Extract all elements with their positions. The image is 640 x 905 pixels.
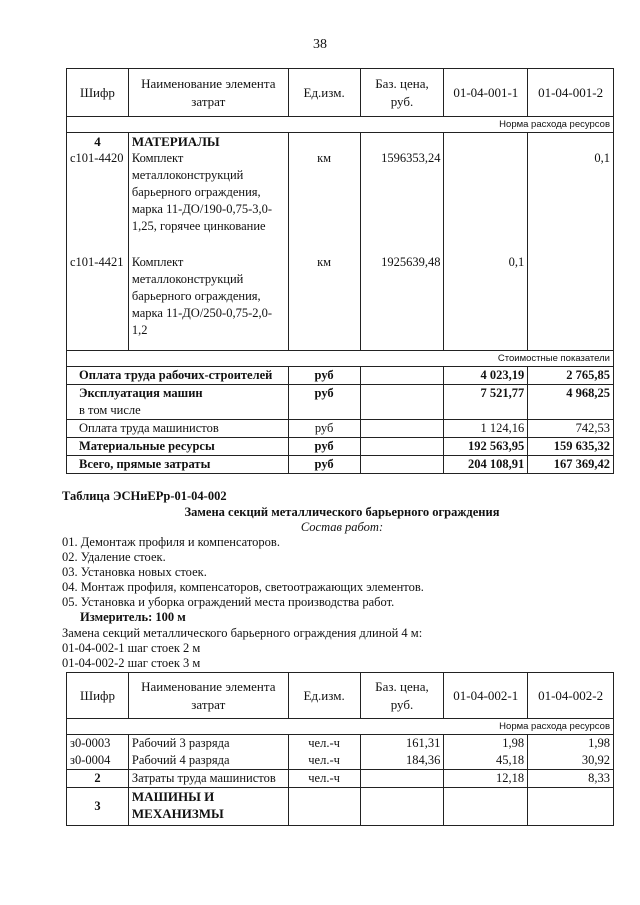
row-v2: 0,1 (528, 150, 614, 254)
row-unit: чел.-ч (288, 752, 360, 770)
row-name: Комплект металлоконструкций барьерного ограждения, марка 11-ДО/190-0,75-3,0-1,25, горячее цинкование (128, 150, 288, 254)
row-name: Комплект металлоконструкций барьерного ограждения, марка 11-ДО/250-0,75-2,0-1,2 (128, 254, 288, 350)
works-title: Состав работ: (300, 520, 384, 534)
row-name: Рабочий 4 разряда (128, 752, 288, 770)
norm-label: Норма расхода ресурсов (67, 117, 614, 133)
row-unit: чел.-ч (288, 770, 360, 788)
cost-v1: 204 108,91 (444, 455, 528, 473)
row-code: с101-4421 (67, 254, 129, 350)
row-v1 (444, 150, 528, 254)
table-row (67, 254, 614, 350)
cost-name: Материальные ресурсы (67, 437, 289, 455)
header-code: Шифр (67, 69, 129, 117)
table-row (67, 150, 614, 254)
row-unit: км (288, 254, 360, 350)
cost-name: Эксплуатация машин (67, 384, 289, 402)
header-col1: 01-04-001-1 (444, 69, 528, 117)
cost-row (67, 437, 614, 455)
header-price: Баз. цена, руб. (360, 69, 444, 117)
row-v2: 8,33 (528, 770, 614, 788)
table-row (67, 770, 614, 788)
resource-table-1 (66, 68, 614, 474)
row-v2: 30,92 (528, 752, 614, 770)
table-subtitle: Замена секций металлического барьерного ограждения (184, 505, 500, 519)
cost-v2: 2 765,85 (528, 366, 614, 384)
cost-name: в том числе (67, 402, 289, 420)
row-price: 1596353,24 (360, 150, 444, 254)
row-v1: 45,18 (444, 752, 528, 770)
row-unit: км (288, 150, 360, 254)
cost-v1: 192 563,95 (444, 437, 528, 455)
row-price: 184,36 (360, 752, 444, 770)
row-unit: чел.-ч (288, 735, 360, 753)
cost-unit: руб (288, 384, 360, 402)
section-title: МАШИНЫ И МЕХАНИЗМЫ (128, 788, 288, 826)
cost-v1: 4 023,19 (444, 366, 528, 384)
header-col2: 01-04-001-2 (528, 69, 614, 117)
row-code: с101-4420 (67, 150, 129, 254)
table-header-row (67, 69, 614, 117)
resource-table-2 (66, 672, 614, 826)
cost-unit: руб (288, 419, 360, 437)
cost-label-row (67, 350, 614, 366)
section-title: МАТЕРИАЛЫ (128, 133, 288, 151)
row-price: 161,31 (360, 735, 444, 753)
list-item: 01-04-002-1 шаг стоек 2 м (62, 641, 201, 655)
work-item: 04. Монтаж профиля, компенсаторов, светоотражающих элементов. (62, 580, 424, 594)
table-title: Таблица ЭСНиЕРр-01-04-002 (62, 489, 227, 503)
cost-v1: 7 521,77 (444, 384, 528, 402)
work-item: 01. Демонтаж профиля и компенсаторов. (62, 535, 280, 549)
cost-row (67, 419, 614, 437)
row-v2: 1,98 (528, 735, 614, 753)
section-number: 4 (67, 133, 129, 151)
cost-label: Стоимостные показатели (67, 350, 614, 366)
work-item: 03. Установка новых стоек. (62, 565, 207, 579)
cost-v2: 159 635,32 (528, 437, 614, 455)
norm-label-row (67, 117, 614, 133)
cost-row (67, 366, 614, 384)
cost-row (67, 384, 614, 402)
work-item: 05. Установка и уборка ограждений места производства работ. (62, 595, 395, 609)
cost-v2: 742,53 (528, 419, 614, 437)
row-v1: 0,1 (444, 254, 528, 350)
row-price (360, 770, 444, 788)
description: Замена секций металлического барьерного ограждения длиной 4 м: (62, 626, 423, 640)
row-code: з0-0004 (67, 752, 129, 770)
section-number: 3 (67, 788, 129, 826)
section-row (67, 788, 614, 826)
cost-name: Оплата труда машинистов (67, 419, 289, 437)
cost-unit: руб (288, 366, 360, 384)
cost-row (67, 455, 614, 473)
header-name: Наименование элемента затрат (128, 69, 288, 117)
row-v2 (528, 254, 614, 350)
list-item: 01-04-002-2 шаг стоек 3 м (62, 656, 201, 670)
norm-label-row (67, 719, 614, 735)
header-col2: 01-04-002-2 (528, 673, 614, 719)
cost-unit: руб (288, 455, 360, 473)
work-item: 02. Удаление стоек. (62, 550, 166, 564)
header-price: Баз. цена, руб. (360, 673, 444, 719)
table-header-row (67, 673, 614, 719)
header-unit: Ед.изм. (288, 69, 360, 117)
cost-v2: 167 369,42 (528, 455, 614, 473)
cost-name: Оплата труда рабочих-строителей (67, 366, 289, 384)
header-col1: 01-04-002-1 (444, 673, 528, 719)
row-v1: 1,98 (444, 735, 528, 753)
cost-row (67, 402, 614, 420)
row-name: Затраты труда машинистов (128, 770, 288, 788)
cost-name: Всего, прямые затраты (67, 455, 289, 473)
meter: Измеритель: 100 м (80, 610, 186, 624)
cost-v2: 4 968,25 (528, 384, 614, 402)
header-code: Шифр (67, 673, 129, 719)
row-code: 2 (67, 770, 129, 788)
header-unit: Ед.изм. (288, 673, 360, 719)
section-row (67, 133, 614, 151)
row-v1: 12,18 (444, 770, 528, 788)
page-number: 38 (313, 37, 327, 52)
header-name: Наименование элемента затрат (128, 673, 288, 719)
table-row (67, 735, 614, 753)
cost-v1: 1 124,16 (444, 419, 528, 437)
row-price: 1925639,48 (360, 254, 444, 350)
norm-label: Норма расхода ресурсов (67, 719, 614, 735)
table-row (67, 752, 614, 770)
row-name: Рабочий 3 разряда (128, 735, 288, 753)
cost-unit: руб (288, 437, 360, 455)
row-code: з0-0003 (67, 735, 129, 753)
